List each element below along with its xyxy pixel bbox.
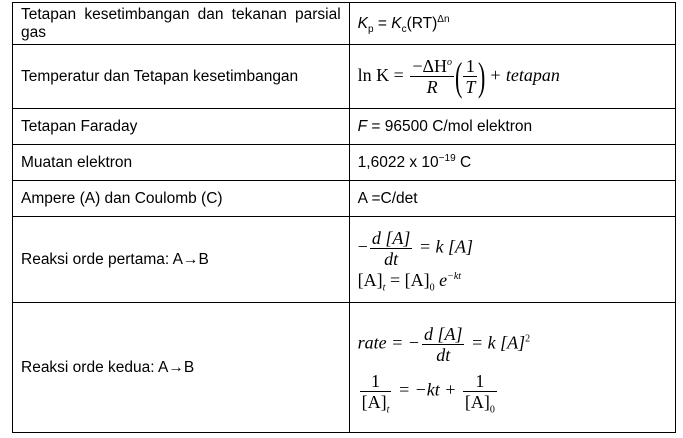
- table-row: [13, 45, 676, 109]
- row-label: Tetapan kesetimbangan dan tekanan parsial gas: [13, 3, 350, 45]
- table-row: [13, 145, 676, 181]
- table-row: [13, 109, 676, 145]
- table-row: [13, 217, 676, 303]
- row-formula: F = 96500 C/mol elektron: [349, 109, 675, 145]
- table-row: [13, 3, 676, 45]
- row-formula: − $\frac{d [A]}{dt}$ = k [A] $[A]_t = [A]_0$ $e^{-kt}$: [349, 217, 675, 303]
- row-label: Tetapan Faraday: [13, 109, 350, 145]
- row-label: Reaksi orde pertama: A→B: [13, 217, 350, 303]
- table-row: [13, 303, 676, 433]
- row-formula: rate = − $\frac{d [A]}{dt}$ = k $[A]^2$ $\frac{1}{[A]_t}$ = −kt + $\frac{1}{[A]_0}$: [349, 303, 675, 433]
- row-label: Muatan elektron: [13, 145, 350, 181]
- row-label: Ampere (A) dan Coulomb (C): [13, 181, 350, 217]
- row-formula: ln K = $\frac{-\Delta H^o}{R}$ ( $\frac{1}{T}$ ) + tetapan: [349, 45, 675, 109]
- formula-table: [12, 2, 676, 433]
- row-formula: 1,6022 x $10^{-19}$ C: [349, 145, 675, 181]
- row-label: Reaksi orde kedua: A→B: [13, 303, 350, 433]
- row-label: Temperatur dan Tetapan kesetimbangan: [13, 45, 350, 109]
- row-formula: A =C/det: [349, 181, 675, 217]
- row-formula: $K_p = K_c(RT)^{\Delta n}$: [349, 3, 675, 45]
- table-row: [13, 181, 676, 217]
